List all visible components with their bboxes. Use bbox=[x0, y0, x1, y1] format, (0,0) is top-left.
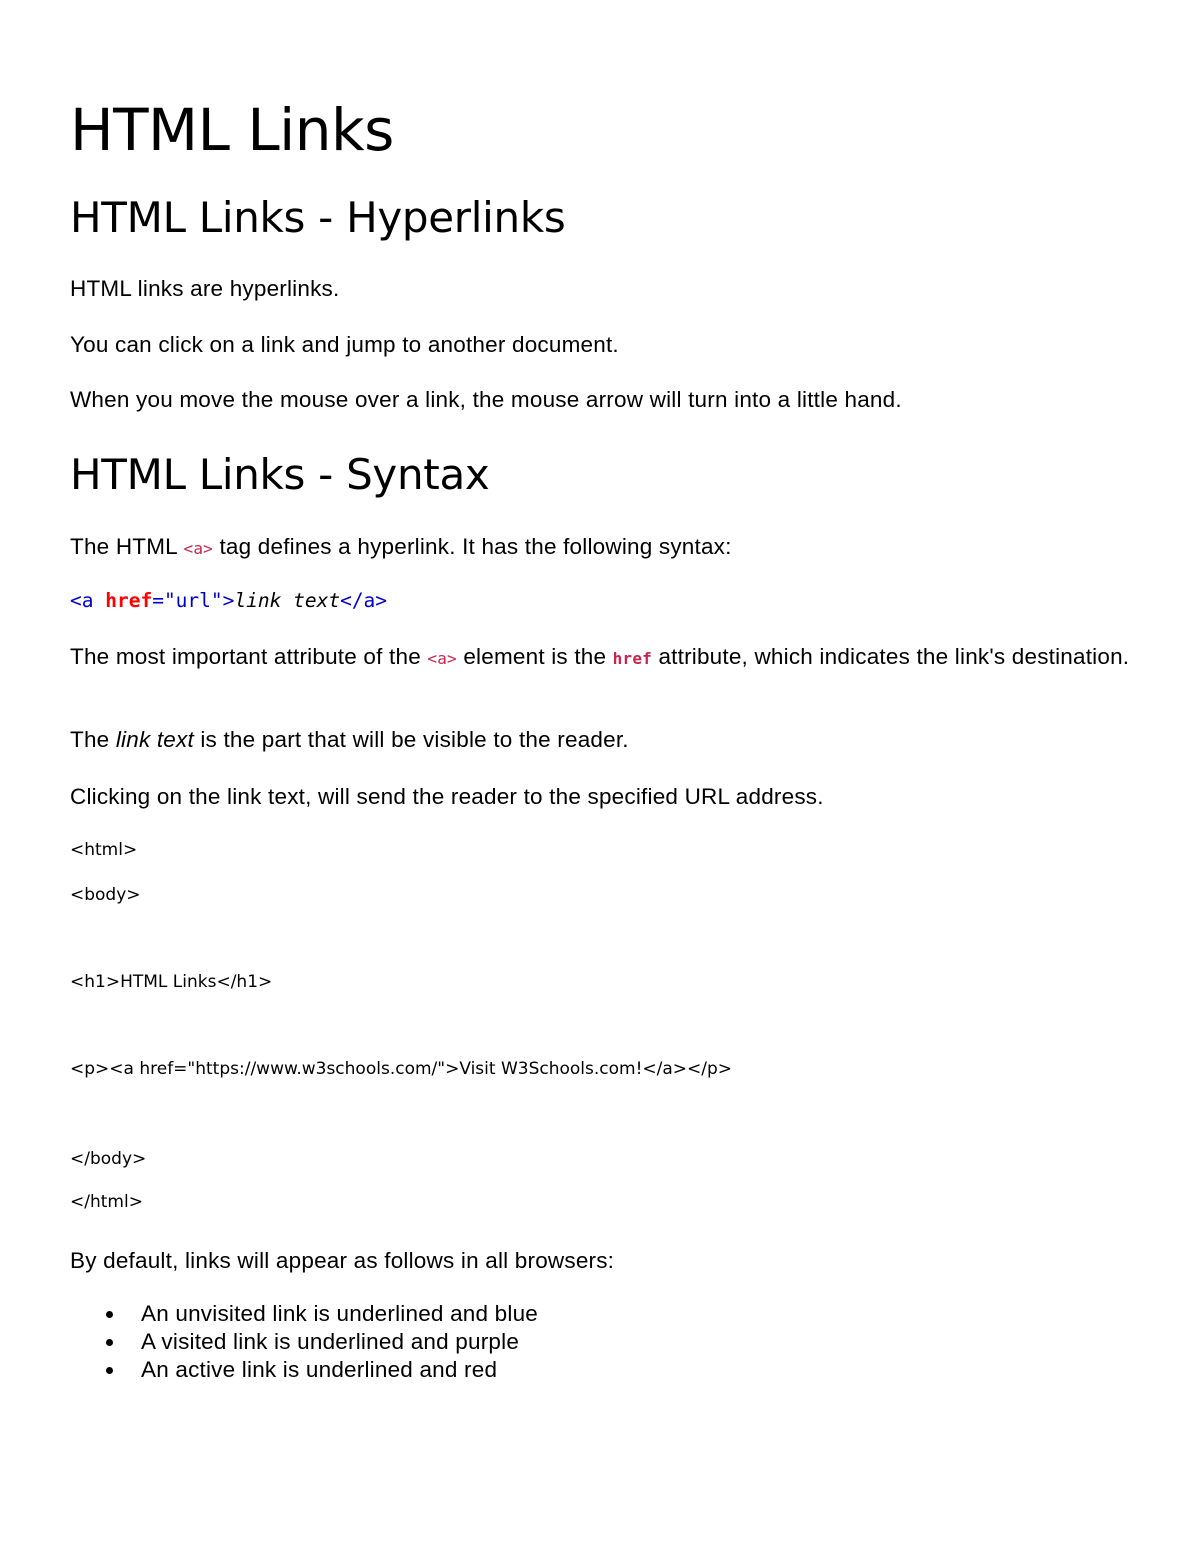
code-line-body-open: <body> bbox=[70, 885, 141, 905]
code-line-paragraph-link: <p><a href="https://www.w3schools.com/">Visit W3Schools.com!</a></p> bbox=[70, 1059, 733, 1079]
inline-code-a-tag: <a> bbox=[183, 539, 213, 558]
list-item-text: An unvisited link is underlined and blue bbox=[141, 1301, 539, 1326]
inline-code-a-element: <a> bbox=[427, 649, 457, 668]
paragraph-href-attribute bbox=[70, 643, 1150, 673]
text-segment: The HTML bbox=[70, 534, 184, 559]
list-item-text: An active link is underlined and red bbox=[141, 1357, 498, 1382]
text-segment: element is the bbox=[456, 644, 613, 669]
text-segment: attribute, which indicates the link's destination. bbox=[652, 644, 1130, 669]
paragraph-clicking-link: Clicking on the link text, will send the reader to the specified URL address. bbox=[70, 784, 824, 809]
syntax-attribute: href bbox=[105, 589, 153, 612]
syntax-end-tag: </a> bbox=[340, 589, 388, 612]
heading-syntax: HTML Links - Syntax bbox=[70, 450, 490, 499]
italic-link-text: link text bbox=[115, 727, 194, 752]
bullet-icon bbox=[106, 1339, 113, 1346]
heading-hyperlinks: HTML Links - Hyperlinks bbox=[70, 193, 566, 242]
bullet-icon bbox=[106, 1311, 113, 1318]
paragraph-mouse-hand: When you move the mouse over a link, the mouse arrow will turn into a little hand. bbox=[70, 387, 902, 412]
paragraph-links-are-hyperlinks: HTML links are hyperlinks. bbox=[70, 276, 340, 301]
list-item bbox=[70, 1356, 538, 1384]
text-segment: The most important attribute of the bbox=[70, 644, 428, 669]
paragraph-link-text-visible bbox=[70, 726, 629, 754]
list-item-text: A visited link is underlined and purple bbox=[141, 1329, 520, 1354]
bullet-icon bbox=[106, 1367, 113, 1374]
syntax-example bbox=[70, 589, 387, 612]
paragraph-default-appearance: By default, links will appear as follows in all browsers: bbox=[70, 1248, 615, 1273]
syntax-close-bracket: > bbox=[222, 589, 235, 612]
list-item bbox=[70, 1328, 538, 1356]
link-states-list bbox=[70, 1300, 538, 1384]
text-segment: The bbox=[70, 727, 116, 752]
syntax-open-tag: <a bbox=[70, 589, 106, 612]
code-line-html-open: <html> bbox=[70, 840, 138, 860]
code-line-h1: <h1>HTML Links</h1> bbox=[70, 972, 273, 992]
list-item bbox=[70, 1300, 538, 1328]
code-line-html-close: </html> bbox=[70, 1192, 143, 1212]
page-title: HTML Links bbox=[70, 96, 394, 164]
paragraph-click-link: You can click on a link and jump to another document. bbox=[70, 332, 619, 357]
syntax-link-text: link text bbox=[234, 589, 341, 612]
inline-code-href: href bbox=[612, 649, 652, 668]
code-line-body-close: </body> bbox=[70, 1149, 147, 1169]
text-segment: is the part that will be visible to the reader. bbox=[193, 727, 629, 752]
paragraph-tag-defines bbox=[70, 533, 732, 563]
text-segment: tag defines a hyperlink. It has the following syntax: bbox=[213, 534, 732, 559]
syntax-attribute-value: ="url" bbox=[152, 589, 223, 612]
